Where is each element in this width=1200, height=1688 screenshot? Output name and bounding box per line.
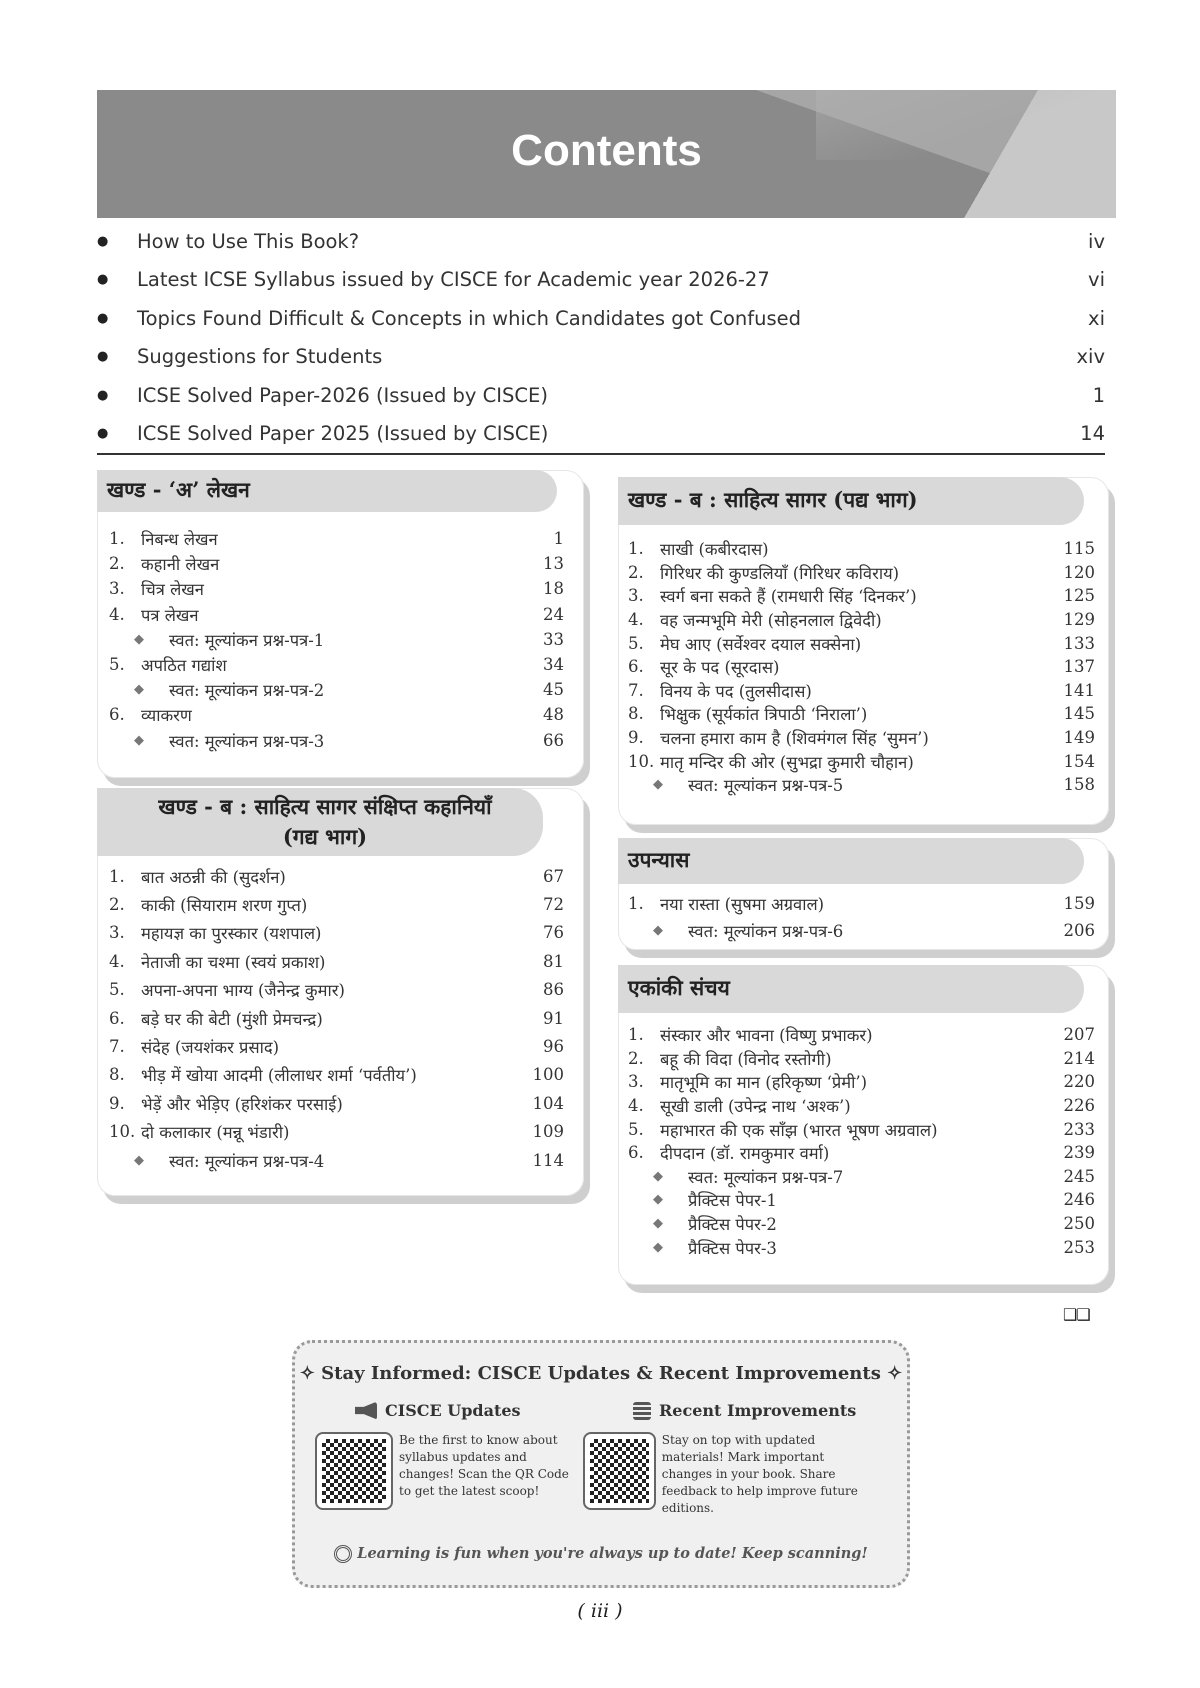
row-title: चलना हमारा काम है (शिवमंगल सिंह ‘सुमन’) (660, 729, 929, 749)
row-page: 104 (532, 1093, 564, 1113)
toc-row[interactable] (97, 376, 1105, 415)
toc-subrow[interactable] (628, 1165, 1095, 1189)
row-number: 2. (628, 1048, 644, 1068)
toc-row[interactable] (109, 526, 564, 551)
row-page: 246 (1063, 1190, 1095, 1210)
row-title: अपठित गद्यांश (141, 656, 227, 676)
toc-row[interactable] (628, 749, 1095, 773)
toc-row[interactable] (628, 561, 1095, 585)
row-title: मातृ मन्दिर की ओर (सुभद्रा कुमारी चौहान) (660, 752, 914, 772)
row-number: 4. (628, 1096, 644, 1116)
diamond-bullet-icon: ◆ (134, 1152, 144, 1168)
row-page: 72 (543, 895, 564, 915)
section-rows (628, 537, 1095, 797)
row-page: 67 (543, 866, 564, 886)
row-number: 6. (109, 1008, 125, 1028)
row-title: महायज्ञ का पुरस्कार (यशपाल) (141, 924, 322, 944)
cisce-updates-column (315, 1401, 605, 1510)
row-title: भीड़ में खोया आदमी (लीलाधर शर्मा ‘पर्वतीय’) (141, 1066, 417, 1086)
toc-subrow[interactable] (628, 1212, 1095, 1236)
row-title: स्वत: मूल्यांकन प्रश्न-पत्र-5 (688, 776, 844, 796)
qr-code-icon[interactable] (583, 1432, 656, 1510)
toc-row[interactable] (628, 1023, 1095, 1047)
row-number: 8. (109, 1065, 125, 1085)
section-title-gadya (97, 788, 543, 856)
toc-title: How to Use This Book? (137, 229, 360, 253)
toc-row[interactable] (628, 631, 1095, 655)
recent-improvements-content (583, 1432, 873, 1517)
row-page: 141 (1063, 680, 1095, 700)
section-title-upanyas: उपन्यास (618, 838, 1084, 884)
row-number: 3. (109, 579, 125, 599)
page-title: Contents (511, 126, 702, 175)
row-title: स्वर्ग बना सकते हैं (रामधारी सिंह ‘दिनकर’) (660, 587, 917, 607)
cisce-updates-content (315, 1432, 605, 1510)
toc-row[interactable] (628, 608, 1095, 632)
toc-page: xi (1088, 306, 1105, 330)
row-page: 250 (1063, 1214, 1095, 1234)
row-page: 125 (1063, 586, 1095, 606)
row-page: 129 (1063, 610, 1095, 630)
target-icon (334, 1545, 352, 1563)
row-page: 86 (543, 980, 564, 1000)
diamond-bullet-icon: ◆ (134, 682, 144, 698)
section-padya (618, 477, 1109, 825)
row-page: 1 (553, 529, 564, 549)
row-number: 1. (628, 1025, 644, 1045)
toc-row[interactable] (109, 1061, 564, 1089)
toc-row[interactable] (109, 976, 564, 1004)
section-ekanki (618, 965, 1109, 1285)
toc-row[interactable] (109, 1118, 564, 1146)
row-page: 253 (1063, 1237, 1095, 1257)
toc-row[interactable] (628, 726, 1095, 750)
row-number: 5. (628, 1119, 644, 1139)
row-page: 48 (543, 705, 564, 725)
toc-row[interactable] (628, 655, 1095, 679)
toc-row[interactable] (109, 947, 564, 975)
row-number: 9. (109, 1093, 125, 1113)
row-number: 1. (109, 866, 125, 886)
row-page: 158 (1063, 775, 1095, 795)
row-title: स्वत: मूल्यांकन प्रश्न-पत्र-6 (688, 922, 844, 941)
row-title: नया रास्ता (सुषमा अग्रवाल) (660, 895, 825, 914)
recent-improvements-description: Stay on top with updated materials! Mark important changes in your book. Share feedback to help improve future editions. (661, 1433, 858, 1515)
toc-row[interactable] (109, 919, 564, 947)
row-page: 81 (543, 951, 564, 971)
row-page: 13 (543, 554, 564, 574)
toc-subrow[interactable] (628, 1188, 1095, 1212)
row-page: 100 (532, 1065, 564, 1085)
row-title: महाभारत की एक साँझ (भारत भूषण अग्रवाल) (660, 1120, 938, 1140)
row-page: 154 (1063, 751, 1095, 771)
row-title: प्रैक्टिस पेपर-1 (688, 1191, 777, 1211)
toc-title: Latest ICSE Syllabus issued by CISCE for Academic year 2026-27 (137, 268, 770, 292)
row-number: 5. (109, 980, 125, 1000)
toc-subrow[interactable] (109, 627, 564, 652)
toc-subrow[interactable] (109, 1146, 564, 1174)
toc-row[interactable] (628, 890, 1095, 917)
diamond-bullet-icon: ◆ (653, 1239, 663, 1255)
updates-box (292, 1340, 910, 1588)
row-number: 3. (628, 586, 644, 606)
row-number: 6. (628, 1143, 644, 1163)
row-number: 1. (628, 539, 644, 559)
row-number: 6. (109, 705, 125, 725)
row-title: कहानी लेखन (141, 555, 220, 575)
section-upanyas (618, 838, 1109, 950)
toc-row[interactable] (628, 1070, 1095, 1094)
row-number: 10. (109, 1122, 136, 1142)
row-page: 233 (1063, 1119, 1095, 1139)
row-title: संस्कार और भावना (विष्णु प्रभाकर) (660, 1026, 873, 1046)
diamond-bullet-icon: ◆ (134, 631, 144, 647)
row-title: सूखी डाली (उपेन्द्र नाथ ‘अश्क’) (660, 1097, 851, 1117)
row-title: चित्र लेखन (141, 580, 204, 600)
toc-page: vi (1088, 268, 1105, 292)
row-number: 4. (109, 951, 125, 971)
row-number: 6. (628, 657, 644, 677)
row-page: 45 (543, 680, 564, 700)
section-title-line1: खण्ड - ब : साहित्य सागर संक्षिप्त कहानियाँ (158, 794, 492, 819)
toc-row[interactable] (628, 1047, 1095, 1071)
toc-page: 1 (1092, 383, 1105, 407)
toc-row[interactable] (97, 338, 1105, 377)
list-icon (633, 1402, 651, 1420)
toc-page: iv (1088, 229, 1105, 253)
section-lekhan (97, 470, 584, 778)
recent-improvements-label: Recent Improvements (659, 1401, 857, 1420)
row-page: 226 (1063, 1096, 1095, 1116)
row-title: बात अठन्नी की (सुदर्शन) (141, 867, 286, 887)
diamond-bullet-icon: ◆ (653, 1168, 663, 1184)
section-gadya (97, 788, 584, 1196)
toc-title: Suggestions for Students (137, 345, 383, 369)
toc-row[interactable] (628, 1117, 1095, 1141)
section-title-line2: (गद्य भाग) (282, 824, 368, 849)
toc-row[interactable] (109, 862, 564, 890)
row-title: संदेह (जयशंकर प्रसाद) (141, 1038, 280, 1058)
row-page: 120 (1063, 562, 1095, 582)
row-title: मेघ आए (सर्वेश्वर दयाल सक्सेना) (660, 634, 862, 654)
toc-row[interactable] (628, 584, 1095, 608)
diamond-bullet-icon: ◆ (653, 923, 663, 938)
row-title: स्वत: मूल्यांकन प्रश्न-पत्र-3 (169, 731, 325, 751)
updates-footer-text: Learning is fun when you're always up to date! Keep scanning! (357, 1545, 868, 1562)
bullet-icon: ● (97, 387, 109, 403)
top-contents-list (97, 222, 1105, 453)
row-page: 214 (1063, 1048, 1095, 1068)
toc-row[interactable] (97, 222, 1105, 261)
row-title: वह जन्मभूमि मेरी (सोहनलाल द्विवेदी) (660, 611, 882, 631)
toc-row[interactable] (628, 679, 1095, 703)
section-title-padya: खण्ड - ब : साहित्य सागर (पद्य भाग) (618, 477, 1084, 525)
contents-banner (97, 90, 1116, 218)
row-title: स्वत: मूल्यांकन प्रश्न-पत्र-1 (169, 630, 325, 650)
row-title: प्रैक्टिस पेपर-3 (688, 1238, 777, 1258)
bullet-icon: ● (97, 233, 109, 249)
row-title: निबन्ध लेखन (141, 530, 218, 550)
bullet-icon: ● (97, 426, 109, 442)
section-rows (109, 526, 564, 753)
row-title: प्रैक्टिस पेपर-2 (688, 1215, 777, 1235)
row-title: अपना-अपना भाग्य (जैनेन्द्र कुमार) (141, 981, 345, 1001)
page-number: ( iii ) (577, 1600, 623, 1622)
row-page: 207 (1063, 1025, 1095, 1045)
toc-row[interactable] (628, 537, 1095, 561)
section-rows (628, 1023, 1095, 1259)
updates-footer (295, 1545, 907, 1563)
row-page: 109 (532, 1122, 564, 1142)
row-number: 5. (109, 655, 125, 675)
cisce-updates-label: CISCE Updates (385, 1401, 521, 1420)
row-title: पत्र लेखन (141, 605, 199, 625)
recent-improvements-column (583, 1401, 873, 1517)
row-title: मातृभूमि का मान (हरिकृष्ण ‘प्रेमी’) (660, 1073, 868, 1093)
row-page: 18 (543, 579, 564, 599)
section-title-ekanki: एकांकी संचय (618, 965, 1084, 1013)
toc-row[interactable] (628, 1094, 1095, 1118)
toc-row[interactable] (109, 602, 564, 627)
divider (97, 453, 1105, 455)
toc-subrow[interactable] (109, 728, 564, 753)
row-number: 9. (628, 728, 644, 748)
bullet-icon: ● (97, 272, 109, 288)
diamond-bullet-icon: ◆ (653, 1216, 663, 1232)
row-number: 2. (109, 895, 125, 915)
qr-code-icon[interactable] (315, 1432, 393, 1510)
row-page: 149 (1063, 728, 1095, 748)
row-page: 91 (543, 1008, 564, 1028)
toc-subrow[interactable] (628, 917, 1095, 944)
toc-row[interactable] (628, 702, 1095, 726)
row-number: 1. (109, 529, 125, 549)
row-number: 2. (109, 554, 125, 574)
bullet-icon: ● (97, 349, 109, 365)
row-page: 34 (543, 655, 564, 675)
row-page: 133 (1063, 633, 1095, 653)
toc-subrow[interactable] (109, 677, 564, 702)
row-number: 2. (628, 562, 644, 582)
row-title: स्वत: मूल्यांकन प्रश्न-पत्र-2 (169, 681, 325, 701)
cisce-updates-description: Be the first to know about syllabus updates and changes! Scan the QR Code to get the latest scoop! (399, 1433, 569, 1498)
toc-title: Topics Found Difficult & Concepts in which Candidates got Confused (137, 306, 802, 330)
row-page: 96 (543, 1037, 564, 1057)
diamond-bullet-icon: ◆ (134, 732, 144, 748)
row-number: 8. (628, 704, 644, 724)
row-title: भिक्षुक (सूर्यकांत त्रिपाठी ‘निराला’) (660, 705, 868, 725)
section-rows (628, 890, 1095, 944)
row-title: व्याकरण (141, 706, 192, 726)
row-number: 3. (109, 923, 125, 943)
toc-row[interactable] (109, 890, 564, 918)
section-title-lekhan: खण्ड - ‘अ’ लेखन (97, 470, 557, 512)
toc-row[interactable] (97, 299, 1105, 338)
bullet-icon: ● (97, 310, 109, 326)
row-page: 145 (1063, 704, 1095, 724)
diamond-bullet-icon: ◆ (653, 1192, 663, 1208)
toc-row[interactable] (109, 576, 564, 601)
toc-row[interactable] (109, 702, 564, 727)
recent-improvements-title (633, 1401, 873, 1420)
row-title: दो कलाकार (मन्नू भंडारी) (141, 1123, 290, 1143)
updates-heading-text: Stay Informed: CISCE Updates & Recent Improvements (321, 1363, 881, 1384)
row-page: 115 (1063, 539, 1095, 559)
row-number: 5. (628, 633, 644, 653)
toc-subrow[interactable] (628, 773, 1095, 797)
row-title: नेताजी का चश्मा (स्वयं प्रकाश) (141, 952, 326, 972)
row-title: स्वत: मूल्यांकन प्रश्न-पत्र-7 (688, 1167, 844, 1187)
row-number: 7. (109, 1037, 125, 1057)
row-page: 239 (1063, 1143, 1095, 1163)
row-number: 7. (628, 680, 644, 700)
row-title: गिरिधर की कुण्डलियाँ (गिरिधर कविराय) (660, 563, 900, 583)
row-page: 33 (543, 629, 564, 649)
row-title: सूर के पद (सूरदास) (660, 658, 780, 678)
row-title: दीपदान (डॉ. रामकुमार वर्मा) (660, 1144, 830, 1164)
row-title: बड़े घर की बेटी (मुंशी प्रेमचन्द्र) (141, 1009, 323, 1029)
row-page: 159 (1063, 894, 1095, 913)
row-page: 137 (1063, 657, 1095, 677)
row-number: 4. (628, 610, 644, 630)
toc-page: 14 (1080, 422, 1105, 446)
end-mark: ❑❑ (1063, 1305, 1090, 1324)
toc-title: ICSE Solved Paper-2026 (Issued by CISCE) (137, 383, 548, 407)
sparkle-icon: ✧ (887, 1363, 903, 1384)
toc-page: xiv (1076, 345, 1105, 369)
toc-row[interactable] (109, 551, 564, 576)
megaphone-icon (355, 1402, 377, 1420)
toc-title: ICSE Solved Paper 2025 (Issued by CISCE) (137, 422, 549, 446)
cisce-updates-title (355, 1401, 605, 1420)
row-page: 206 (1063, 921, 1095, 940)
row-page: 66 (543, 730, 564, 750)
toc-subrow[interactable] (628, 1235, 1095, 1259)
toc-row[interactable] (109, 1032, 564, 1060)
toc-row[interactable] (109, 652, 564, 677)
updates-heading (295, 1363, 907, 1384)
toc-row[interactable] (109, 1004, 564, 1032)
row-page: 24 (543, 604, 564, 624)
toc-row[interactable] (109, 1089, 564, 1117)
toc-row[interactable] (97, 261, 1105, 300)
diamond-bullet-icon: ◆ (653, 777, 663, 793)
row-title: बहू की विदा (विनोद रस्तोगी) (660, 1049, 832, 1069)
row-page: 220 (1063, 1072, 1095, 1092)
row-number: 3. (628, 1072, 644, 1092)
row-title: भेड़ें और भेड़िए (हरिशंकर परसाई) (141, 1094, 343, 1114)
toc-row[interactable] (628, 1141, 1095, 1165)
row-page: 114 (532, 1150, 564, 1170)
row-number: 1. (628, 894, 644, 913)
row-number: 4. (109, 604, 125, 624)
toc-row[interactable] (97, 415, 1105, 454)
row-title: विनय के पद (तुलसीदास) (660, 681, 812, 701)
row-title: काकी (सियाराम शरण गुप्त) (141, 896, 308, 916)
row-title: स्वत: मूल्यांकन प्रश्न-पत्र-4 (169, 1151, 325, 1171)
row-number: 10. (628, 751, 655, 771)
row-page: 76 (543, 923, 564, 943)
section-rows (109, 862, 564, 1174)
sparkle-icon: ✧ (299, 1363, 315, 1384)
row-page: 245 (1063, 1166, 1095, 1186)
row-title: साखी (कबीरदास) (660, 540, 769, 560)
